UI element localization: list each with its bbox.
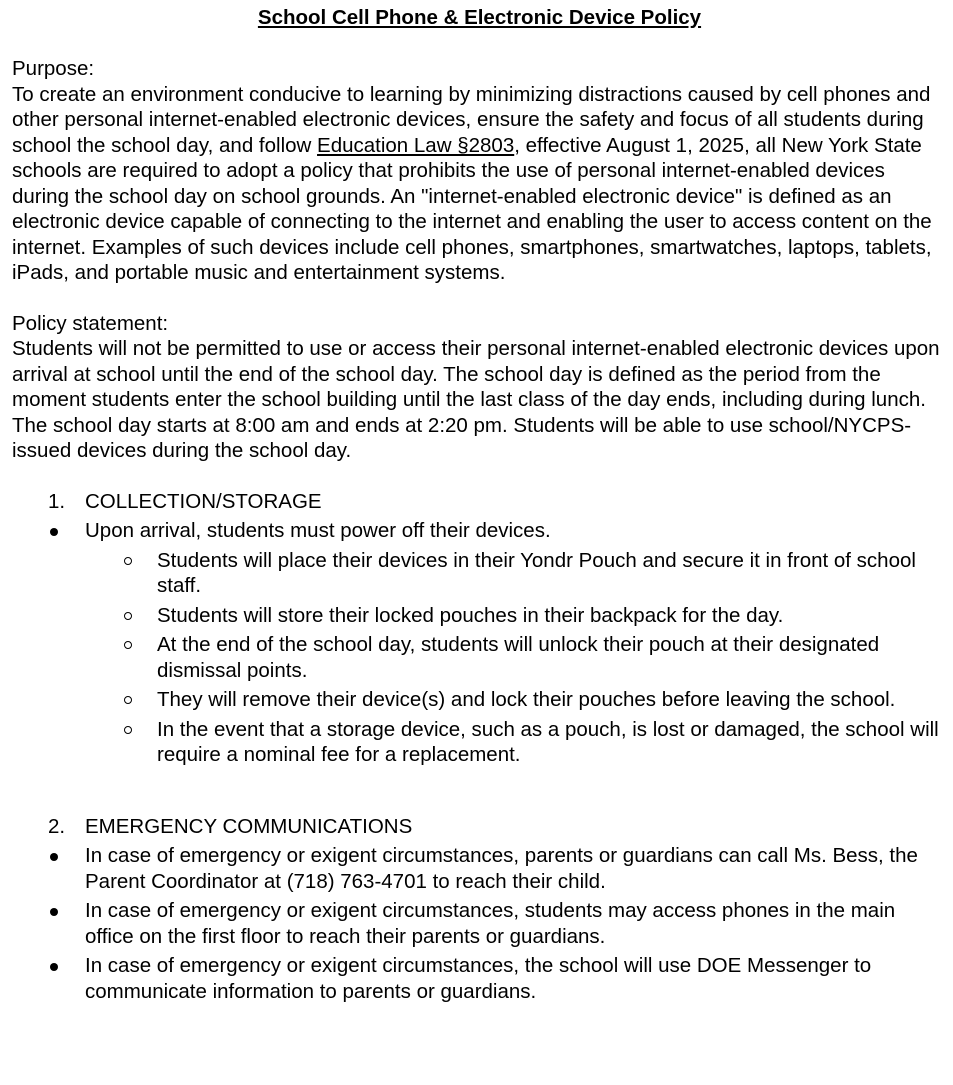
bullet-item [12, 898, 947, 949]
section-title: COLLECTION/STORAGE [85, 489, 322, 513]
sub-bullet-text: They will remove their device(s) and lock their pouches before leaving the school. [157, 688, 896, 711]
hollow-bullet-icon [124, 557, 132, 565]
bullet-text: In case of emergency or exigent circumstances, the school will use DOE Messenger to communicate information to parents or guardians. [85, 954, 872, 1003]
hollow-bullet-icon [124, 696, 132, 704]
bullet-text: Upon arrival, students must power off their devices. [85, 519, 551, 542]
sub-bullet-text: In the event that a storage device, such as a pouch, is lost or damaged, the school will require a nominal fee for a replacement. [157, 717, 939, 766]
bullet-text: In case of emergency or exigent circumstances, parents or guardians can call Ms. Bess, the Parent Coordinator at (718) 763-4701 to reach their child. [85, 844, 918, 893]
sub-bullet-text: At the end of the school day, students will unlock their pouch at their designated dismissal points. [157, 633, 880, 682]
sub-bullet-item [12, 717, 947, 768]
policy-heading: Policy statement: [12, 311, 169, 335]
purpose-heading: Purpose: [12, 57, 95, 80]
education-law-link[interactable]: Education Law §2803 [317, 133, 515, 157]
hollow-bullet-icon [124, 641, 132, 649]
bullet-icon [50, 853, 58, 861]
hollow-bullet-icon [124, 612, 132, 620]
sub-bullet-item [12, 632, 947, 683]
emergency-communications-section [12, 814, 947, 1005]
policy-paragraph: Students will not be permitted to use or access their personal internet-enabled electronic devices upon arrival at school until the end of the school day. The school day is defined as the period from the moment students enter the school building until the last class of the day ends, including during lunch. The school day starts at 8:00 am and ends at 2:20 pm. Students will be able to use school/NYCPS-issued devices during the school day. [12, 337, 940, 462]
sub-bullet-item [12, 603, 947, 629]
policy-section [12, 311, 947, 464]
spacer [12, 286, 947, 311]
purpose-text-start: To create an environment conducive to learning by minimizing distractions caused by cell phones and other personal internet-enabled electronic devices, ensure the safety and focus of all students during school the school day, and follow [12, 82, 931, 157]
section-heading [12, 814, 947, 840]
document-title: School Cell Phone & Electronic Device Policy [257, 6, 702, 29]
section-number: 2. [48, 814, 66, 838]
bullet-item [12, 843, 947, 894]
spacer [12, 464, 947, 489]
bullet-icon [50, 528, 58, 536]
hollow-bullet-icon [124, 726, 132, 734]
collection-storage-section [12, 489, 947, 768]
sub-bullet-item [12, 548, 947, 599]
purpose-paragraph [12, 82, 947, 286]
sub-bullet-text: Students will store their locked pouches in their backpack for the day. [157, 603, 784, 627]
purpose-text-end: , effective August 1, 2025, all New York State schools are required to adopt a policy that prohibits the use of personal internet-enabled devices during the school day on school grounds. An "internet-enabled electronic device" is defined as an electronic device capable of connecting to the internet and enabling the user to access content on the internet. Examples of such devices include cell phones, smartphones, smartwatches, laptops, tablets, iPads, and portable music and entertainment systems. [12, 133, 932, 284]
section-heading [12, 489, 947, 515]
bullet-icon [50, 963, 58, 971]
sub-bullet-item [12, 687, 947, 713]
bullet-item [12, 953, 947, 1004]
section-title: EMERGENCY COMMUNICATIONS [85, 814, 413, 838]
purpose-section [12, 56, 947, 286]
spacer [12, 772, 947, 814]
sub-bullet-text: Students will place their devices in their Yondr Pouch and secure it in front of school staff. [157, 548, 916, 597]
document-page [12, 5, 947, 1004]
bullet-item [12, 518, 947, 544]
bullet-icon [50, 908, 58, 916]
section-number: 1. [48, 489, 66, 513]
bullet-text: In case of emergency or exigent circumstances, students may access phones in the main office on the first floor to reach their parents or guardians. [85, 899, 896, 948]
